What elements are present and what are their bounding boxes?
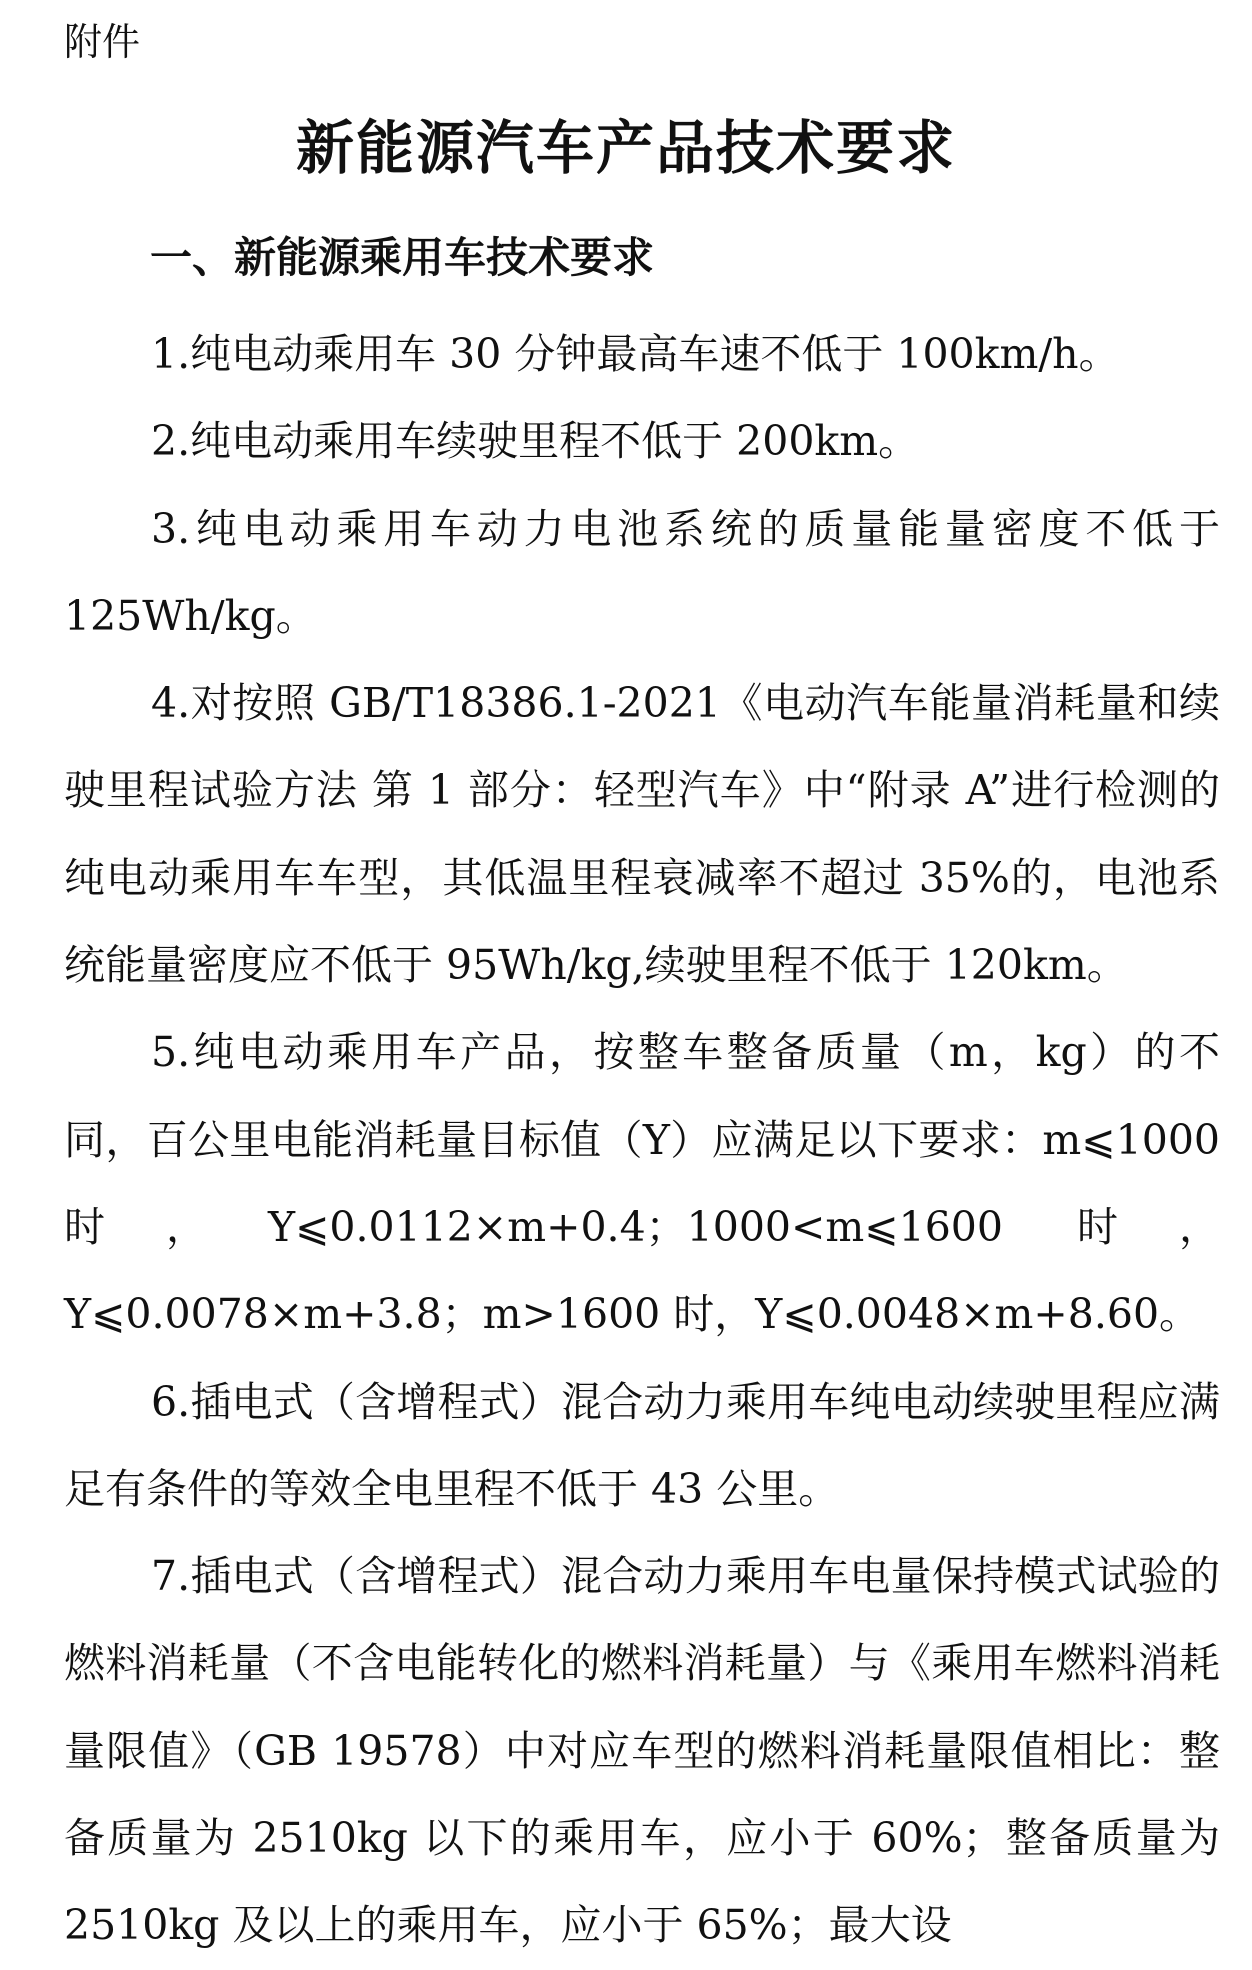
requirement-item-4: 4.对按照 GB/T18386.1-2021《电动汽车能量消耗量和续驶里程试验方法 第 1 部分：轻型汽车》中“附录 A”进行检测的纯电动乘用车车型，其低温里程衰减率不超过 35%的，电池系统能量密度应不低于 95Wh/kg,续驶里程不低于 120km。 [64,679,1220,990]
attachment-label: 附件 [64,20,141,64]
document-title: 新能源汽车产品技术要求 [295,114,956,182]
requirement-item-5: 5.纯电动乘用车产品，按整车整备质量（m，kg）的不同，百公里电能消耗量目标值（Y）应满足以下要求：m⩽1000 时，Y⩽0.0112×m+0.4；1000<m⩽1600 时，Y⩽0.0078×m+3.8；m>1600 时，Y⩽0.0048×m+8.60。 [64,1028,1220,1339]
requirement-item-3: 3.纯电动乘用车动力电池系统的质量能量密度不低于 125Wh/kg。 [64,504,1220,640]
requirement-item-2: 2.纯电动乘用车续驶里程不低于 200km。 [151,417,920,466]
section-heading: 一、新能源乘用车技术要求 [150,233,655,282]
requirement-item-7: 7.插电式（含增程式）混合动力乘用车电量保持模式试验的燃料消耗量（不含电能转化的燃料消耗量）与《乘用车燃料消耗量限值》（GB 19578）中对应车型的燃料消耗量限值相比：整备质量为 2510kg 以下的乘用车，应小于 60%；整备质量为 2510kg 及以上的乘用车，应小于 65%；最大设 [64,1552,1220,1950]
requirement-item-6: 6.插电式（含增程式）混合动力乘用车纯电动续驶里程应满足有条件的等效全电里程不低于 43 公里。 [64,1377,1220,1513]
requirement-item-1: 1.纯电动乘用车 30 分钟最高车速不低于 100km/h。 [151,330,1120,378]
requirements-list [64,311,1220,1970]
